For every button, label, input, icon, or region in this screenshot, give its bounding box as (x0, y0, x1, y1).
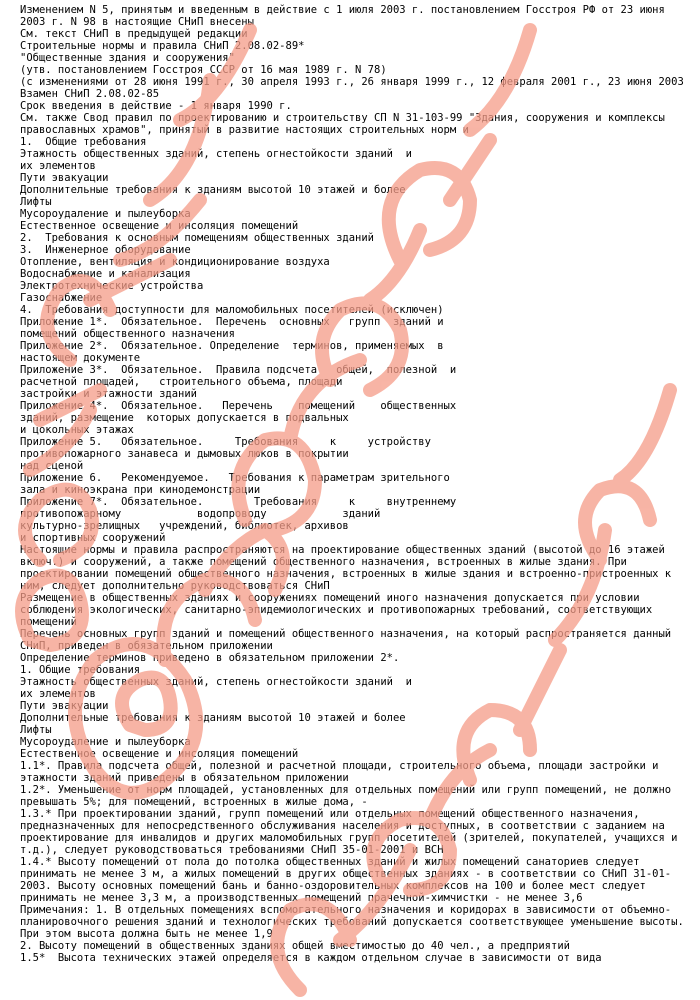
text-line: Электротехнические устройства (20, 280, 204, 292)
text-line: Изменением N 5, принятым и введенным в действие с 1 июля 2003 г. постановлением Госстроя РФ от 23 июня 2003 г. N 98 в настоящие СНиП внесены (20, 4, 672, 28)
text-line: расчетной площадей, строительного объема, площади (20, 376, 343, 388)
text-line: зала и киноэкрана при кинодемонстрации (20, 484, 261, 496)
text-line: Пути эвакуации (20, 700, 109, 712)
text-line: 1.5* Высота технических этажей определяется в каждом отдельном случае в зависимости от вида (20, 952, 602, 964)
text-line: застройки и этажности зданий (20, 388, 198, 400)
text-line: помещений общественного назначения (20, 328, 235, 340)
text-line: (утв. постановлением Госстроя СССР от 16 мая 1989 г. N 78) (20, 64, 387, 76)
text-line: (с изменениями от 28 июня 1991 г., 30 апреля 1993 г., 26 января 1999 г., 12 февраля 2001 г., 23 июня 2003 (20, 76, 684, 88)
text-line: Примечания: 1. В отдельных помещениях вспомогательного назначения и коридорах в зависимости от объемно-планировочного решения зданий и технологических требований допускается соответствующее уменьшение высоты. При этом высота должна быть не менее 1,9 (20, 904, 691, 940)
text-line: 1.4.* Высоту помещений от пола до потолка общественных зданий и жилых помещений санаториев следует принимать не менее 3 м, а жилых помещений в других общественных зданиях - в соответствии со СНиП 31-01-2003. Высоту основных помещений бань и банно-оздоровительных комплексов на 100 и более мест следует принимать не менее 3,3 м, а производственных помещений прачечной-химчистки - не менее 3,6 (20, 856, 672, 904)
text-line: Приложение 3*. Обязательное. Правила подсчета общей, полезной и (20, 364, 457, 376)
text-line: Приложение 7*. Обязательное. Требования к внутреннему (20, 496, 457, 508)
text-line: 1.1*. Правила подсчета общей, полезной и расчетной площади, строительного объема, площади застройки и этажности зданий приведены в обязательном приложении (20, 760, 665, 784)
text-line: Этажность общественных зданий, степень огнестойкости зданий и (20, 148, 412, 160)
text-line: Пути эвакуации (20, 172, 109, 184)
text-line: Определение терминов приведено в обязательном приложении 2*. (20, 652, 400, 664)
text-line: Размещение в общественных зданиях и сооружениях помещений иного назначения допускается при условии соблюдения экологических, санитарно-эпидемиологических и противопожарных требований, соответствующих помещений (20, 592, 659, 628)
text-line: Перечень основных групп зданий и помещений общественного назначения, на который распространяется данный СНиП, приведен в обязательном приложении (20, 628, 678, 652)
text-line: и цокольных этажах (20, 424, 134, 436)
text-line: культурно-зрелищных учреждений, библиотек, архивов (20, 520, 349, 532)
text-line: Этажность общественных зданий, степень огнестойкости зданий и (20, 676, 412, 688)
text-line: и спортивных сооружений (20, 532, 166, 544)
text-line: Приложение 6. Рекомендуемое. Требования к параметрам зрительного (20, 472, 450, 484)
text-line: зданий, размещение которых допускается в подвальных (20, 412, 349, 424)
text-line: Газоснабжение (20, 292, 103, 304)
text-line: См. также Свод правил по проектированию и строительству СП N 31-103-99 "Здания, сооружения и комплексы православных храмов", принятый в развитие настоящих строительных норм и (20, 112, 672, 136)
text-line: Отопление, вентиляция и кондиционирование воздуха (20, 256, 330, 268)
text-line: См. текст СНиП в предыдущей редакции (20, 28, 248, 40)
text-line: Водоснабжение и канализация (20, 268, 191, 280)
text-line: Строительные нормы и правила СНиП 2.08.02-89* (20, 40, 305, 52)
text-line: противопожарному водопроводу зданий (20, 508, 381, 520)
text-line: Взамен СНиП 2.08.02-85 (20, 88, 160, 100)
text-line: 1. Общие требования (20, 664, 141, 676)
text-line: 2. Высоту помещений в общественных зданиях общей вместимостью до 40 чел., а предприятий (20, 940, 570, 952)
text-line: Лифты (20, 196, 52, 208)
text-line: Приложение 2*. Обязательное. Определение терминов, применяемых в (20, 340, 444, 352)
text-line: настоящем документе (20, 352, 141, 364)
text-line: 3. Инженерное оборудование (20, 244, 191, 256)
text-line: Срок введения в действие - 1 января 1990 г. (20, 100, 292, 112)
text-line: Мусороудаление и пылеуборка (20, 208, 191, 220)
text-line: Приложение 5. Обязательное. Требования к устройству (20, 436, 431, 448)
text-line: 1. Общие требования (20, 136, 147, 148)
text-line: 2. Требования к основным помещениям общественных зданий (20, 232, 375, 244)
text-line: Естественное освещение и инсоляция помещений (20, 748, 299, 760)
text-line: Лифты (20, 724, 52, 736)
text-line: Дополнительные требования к зданиям высотой 10 этажей и более (20, 184, 406, 196)
text-line: 1.2*. Уменьшение от норм площадей, установленных для отдельных помещений или групп помещений, не должно превышать 5%; для помещений, встроенных в жилые дома, - (20, 784, 678, 808)
text-line: Естественное освещение и инсоляция помещений (20, 220, 299, 232)
text-line: 1.3.* При проектировании зданий, групп помещений или отдельных помещений общественного назначения, предназначенных для непосредственного обслуживания населения и доступных, в соответствии с заданием на проектирование для инвалидов и других маломобильных групп посетителей (зрителей, покупателей, учащихся и т.д.), следует руководствоваться требованиями СНиП 35-01-2001 и ВСН (20, 808, 684, 856)
text-line: Приложение 1*. Обязательное. Перечень основных групп зданий и (20, 316, 444, 328)
text-line: противопожарного занавеса и дымовых люков в покрытии (20, 448, 349, 460)
text-line: 4. Требования доступности для маломобильных посетителей (исключен) (20, 304, 444, 316)
text-line: Мусороудаление и пылеуборка (20, 736, 191, 748)
text-line: над сценой (20, 460, 84, 472)
text-line: "Общественные здания и сооружения" (20, 52, 235, 64)
text-line: их элементов (20, 160, 96, 172)
text-line: Приложение 4*. Обязательное. Перечень помещений общественных (20, 400, 457, 412)
text-line: Дополнительные требования к зданиям высотой 10 этажей и более (20, 712, 406, 724)
text-line: Настоящие нормы и правила распространяются на проектирование общественных зданий (высотой до 16 этажей включ.) и сооружений, а также помещений общественного назначения, встроенных в жилые здания. При проектировании помещений общественного назначения, встроенных в жилые здания и встроенно-пристроенных к ним, следует дополнительно руководствоваться СНиП (20, 544, 678, 592)
text-line: их элементов (20, 688, 96, 700)
